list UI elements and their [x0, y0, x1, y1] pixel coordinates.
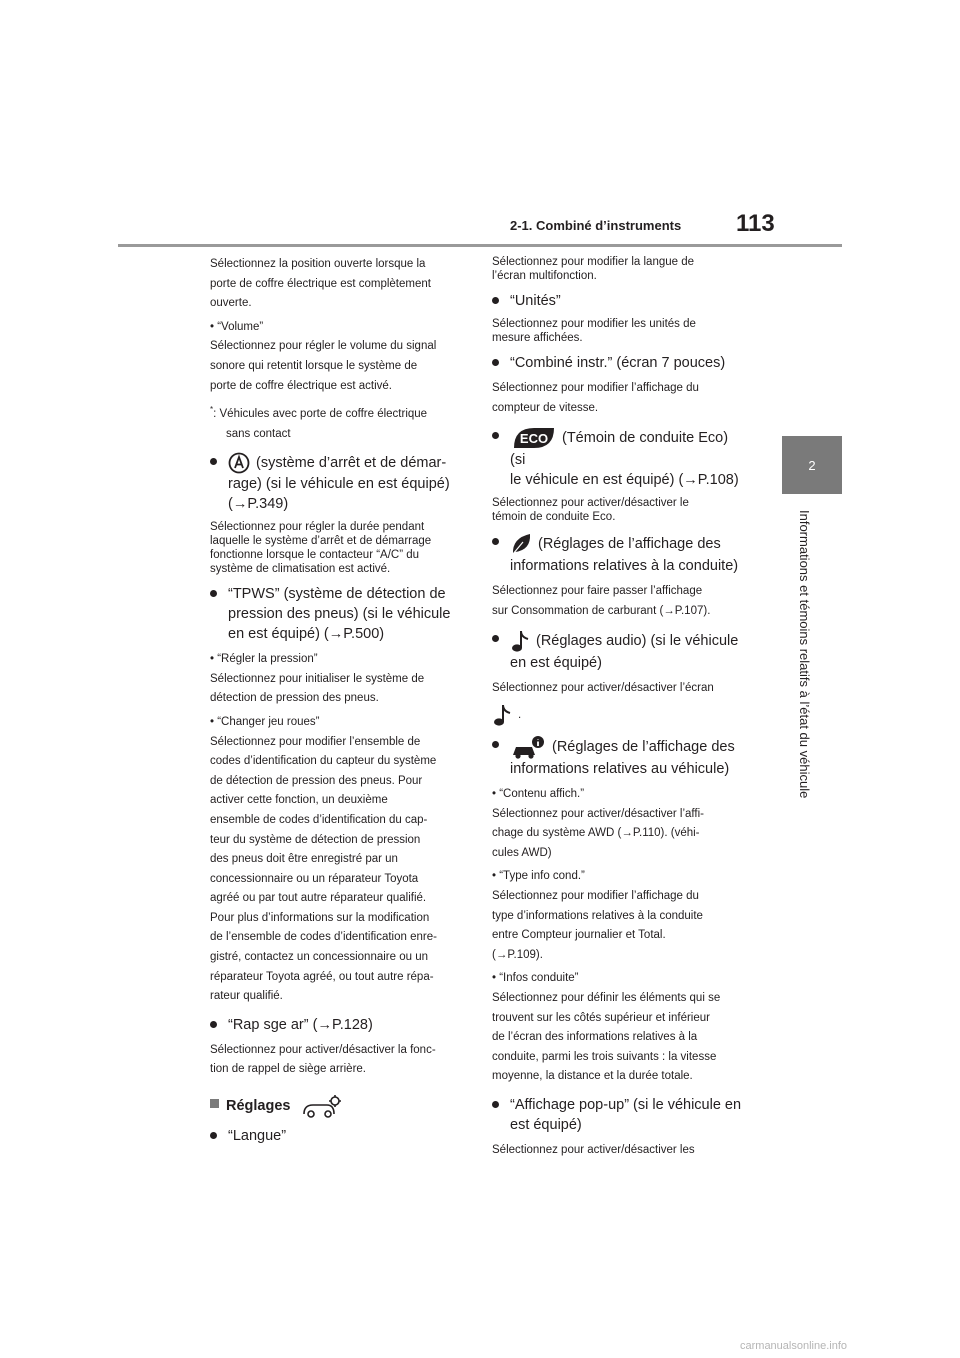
audio-settings-heading: (Réglages audio) (si le véhicule en est équipé)	[482, 629, 744, 673]
eco-leaf-icon	[510, 426, 556, 450]
info-type-description: Sélectionnez pour modifier l’affichage du type d’informations relatives à la conduite entre Compteur journalier et Total. (→P.109).	[492, 889, 703, 961]
page-number: 113	[736, 210, 775, 237]
info-type-title: • “Type info cond.”	[492, 870, 585, 883]
chapter-tab: 2	[782, 436, 842, 494]
left-column	[200, 255, 462, 1152]
stop-start-description: Sélectionnez pour régler la durée pendant laquelle le système d’arrêt et de démarrage fonctionne lorsque le contacteur “A/C” du système de climatisation est activé.	[210, 521, 432, 576]
audio-settings-description: Sélectionnez pour activer/désactiver l’écran	[492, 682, 714, 695]
popup-display-description: Sélectionnez pour activer/désactiver les	[492, 1143, 695, 1156]
footer-watermark: carmanualsonline.info	[740, 1340, 848, 1352]
vehicle-info-icon	[510, 735, 546, 759]
wheels-description: Sélectionnez pour modifier l’ensemble de codes d’identification du capteur du système de détection de pression des pneus. Pour activer cette fonction, un deuxième ensemble de codes d’identification du cap- teur du système de détection de pression des pneus doit être enregistré par un concessionnaire ou un réparateur Toyota agréé ou par tout autre réparateur qualifié. Pour plus d’informations sur la modification de l’ensemble de codes d’identification enre- gistré, contactez un concessionnaire ou un réparateur Toyota agréé, ou tout autre répa- rateur qualifié.	[210, 735, 437, 1003]
eco-indicator-heading: ECO (Témoin de conduite Eco) (si le véhicule en est équipé) (→P.108)	[482, 426, 744, 490]
svg-text:ECO: ECO	[519, 431, 549, 447]
volume-description: Sélectionnez pour régler le volume du signal sonore qui retentit lorsque le système de porte de coffre électrique est activé.	[210, 340, 437, 392]
music-note-icon	[510, 629, 530, 653]
volume-title: • “Volume”	[210, 320, 264, 333]
section-title: 2-1. Combiné d’instruments	[510, 218, 682, 233]
stop-start-icon	[228, 452, 250, 474]
header-rule	[118, 244, 842, 247]
content-display-description: Sélectionnez pour activer/désactiver l’affi- chage du système AWD (→P.110). (véhi- cules AWD)	[492, 807, 705, 859]
pressure-description: Sélectionnez pour initialiser le système de détection de pression des pneus.	[210, 672, 425, 705]
units-description: Sélectionnez pour modifier les unités de mesure affichées.	[492, 318, 696, 344]
driving-infos-title: • “Infos conduite”	[492, 972, 579, 985]
leaf-icon	[510, 532, 532, 556]
music-note-icon	[492, 703, 512, 727]
driving-info-heading: (Réglages de l’affichage des informations relatives à la conduite)	[482, 532, 744, 576]
tpws-heading: “TPWS” (système de détection de pression des pneus) (si le véhicule en est équipé) (→P.500)	[200, 584, 462, 644]
units-heading: “Unités”	[482, 291, 744, 311]
eco-indicator-description: Sélectionnez pour activer/désactiver le témoin de conduite Eco.	[492, 497, 689, 524]
rear-seat-reminder-heading: “Rap sge ar” (→P.128)	[200, 1015, 462, 1035]
footnote: *: Véhicules avec porte de coffre électrique sans contact	[210, 405, 428, 440]
driving-info-description: Sélectionnez pour faire passer l’affichage sur Consommation de carburant (→P.107).	[492, 585, 711, 617]
audio-icon-line: .	[492, 703, 744, 727]
popup-display-heading: “Affichage pop-up” (si le véhicule en est équipé)	[482, 1095, 744, 1135]
language-description: Sélectionnez pour modifier la langue de l’écran multifonction.	[492, 256, 695, 282]
chapter-side-label: Informations et témoins relatifs à l’état du véhicule	[797, 510, 812, 799]
rear-seat-reminder-description: Sélectionnez pour activer/désactiver la fonc- tion de rappel de siège arrière.	[210, 1043, 436, 1076]
wheels-title: • “Changer jeu roues”	[210, 715, 320, 728]
stop-start-heading: (système d’arrêt et de démar- rage) (si le véhicule en est équipé) (→P.349)	[200, 452, 462, 514]
vehicle-info-heading: (Réglages de l’affichage des informations relatives au véhicule)	[482, 735, 744, 779]
language-heading: “Langue”	[200, 1126, 462, 1146]
driving-infos-description: Sélectionnez pour définir les éléments qui se trouvent sur les côtés supérieur et inférieur de l’écran des informations relatives à la conduite, parmi les trois suivants : la vitesse moyenne, la distance et la durée totale.	[492, 991, 721, 1083]
right-column	[482, 255, 744, 1164]
settings-section-heading: Réglages	[200, 1094, 462, 1118]
instrument-cluster-description: Sélectionnez pour modifier l’affichage du compteur de vitesse.	[492, 382, 699, 414]
instrument-cluster-heading: “Combiné instr.” (écran 7 pouces)	[482, 353, 744, 373]
content-display-title: • “Contenu affich.”	[492, 787, 585, 800]
pressure-title: • “Régler la pression”	[210, 653, 318, 666]
vehicle-settings-icon	[301, 1094, 343, 1118]
paragraph-open-position: Sélectionnez la position ouverte lorsque la porte de coffre électrique est complètement ouverte.	[210, 258, 431, 310]
